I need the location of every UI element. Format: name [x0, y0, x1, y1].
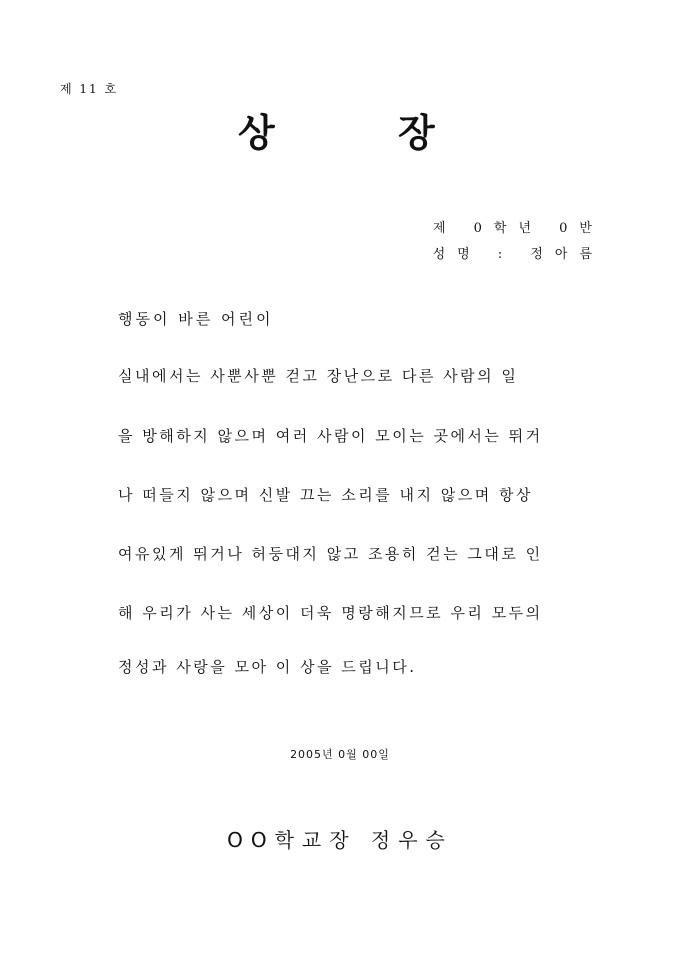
certificate-number: 제 11 호 — [60, 82, 119, 96]
recipient-name: 성명 : 정아름 — [432, 247, 604, 262]
body-line: 해 우리가 사는 세상이 더욱 명랑해지므로 우리 모두의 — [118, 604, 543, 622]
recipient-class: 제 0학년 0반 — [432, 221, 604, 236]
certificate-title-char-2: 장 — [398, 111, 435, 155]
body-line: 나 떠들지 않으며 신발 끄는 소리를 내지 않으며 항상 — [118, 486, 533, 504]
certificate-title-char-1: 상 — [238, 111, 275, 155]
body-line: 정성과 사랑을 모아 이 상을 드립니다. — [118, 658, 417, 676]
issue-date: 2005년 0월 00일 — [290, 748, 390, 761]
body-line: 을 방해하지 않으며 여러 사람이 모이는 곳에서는 뛰거 — [118, 427, 543, 445]
body-line: 여유있게 뛰거나 허둥대지 않고 조용히 걷는 그대로 인 — [118, 545, 543, 563]
award-heading: 행동이 바른 어린이 — [118, 310, 274, 328]
body-line: 실내에서는 사뿐사뿐 걷고 장난으로 다른 사람의 일 — [118, 367, 519, 385]
issuer-signature: OO학교장 정우승 — [227, 828, 453, 852]
